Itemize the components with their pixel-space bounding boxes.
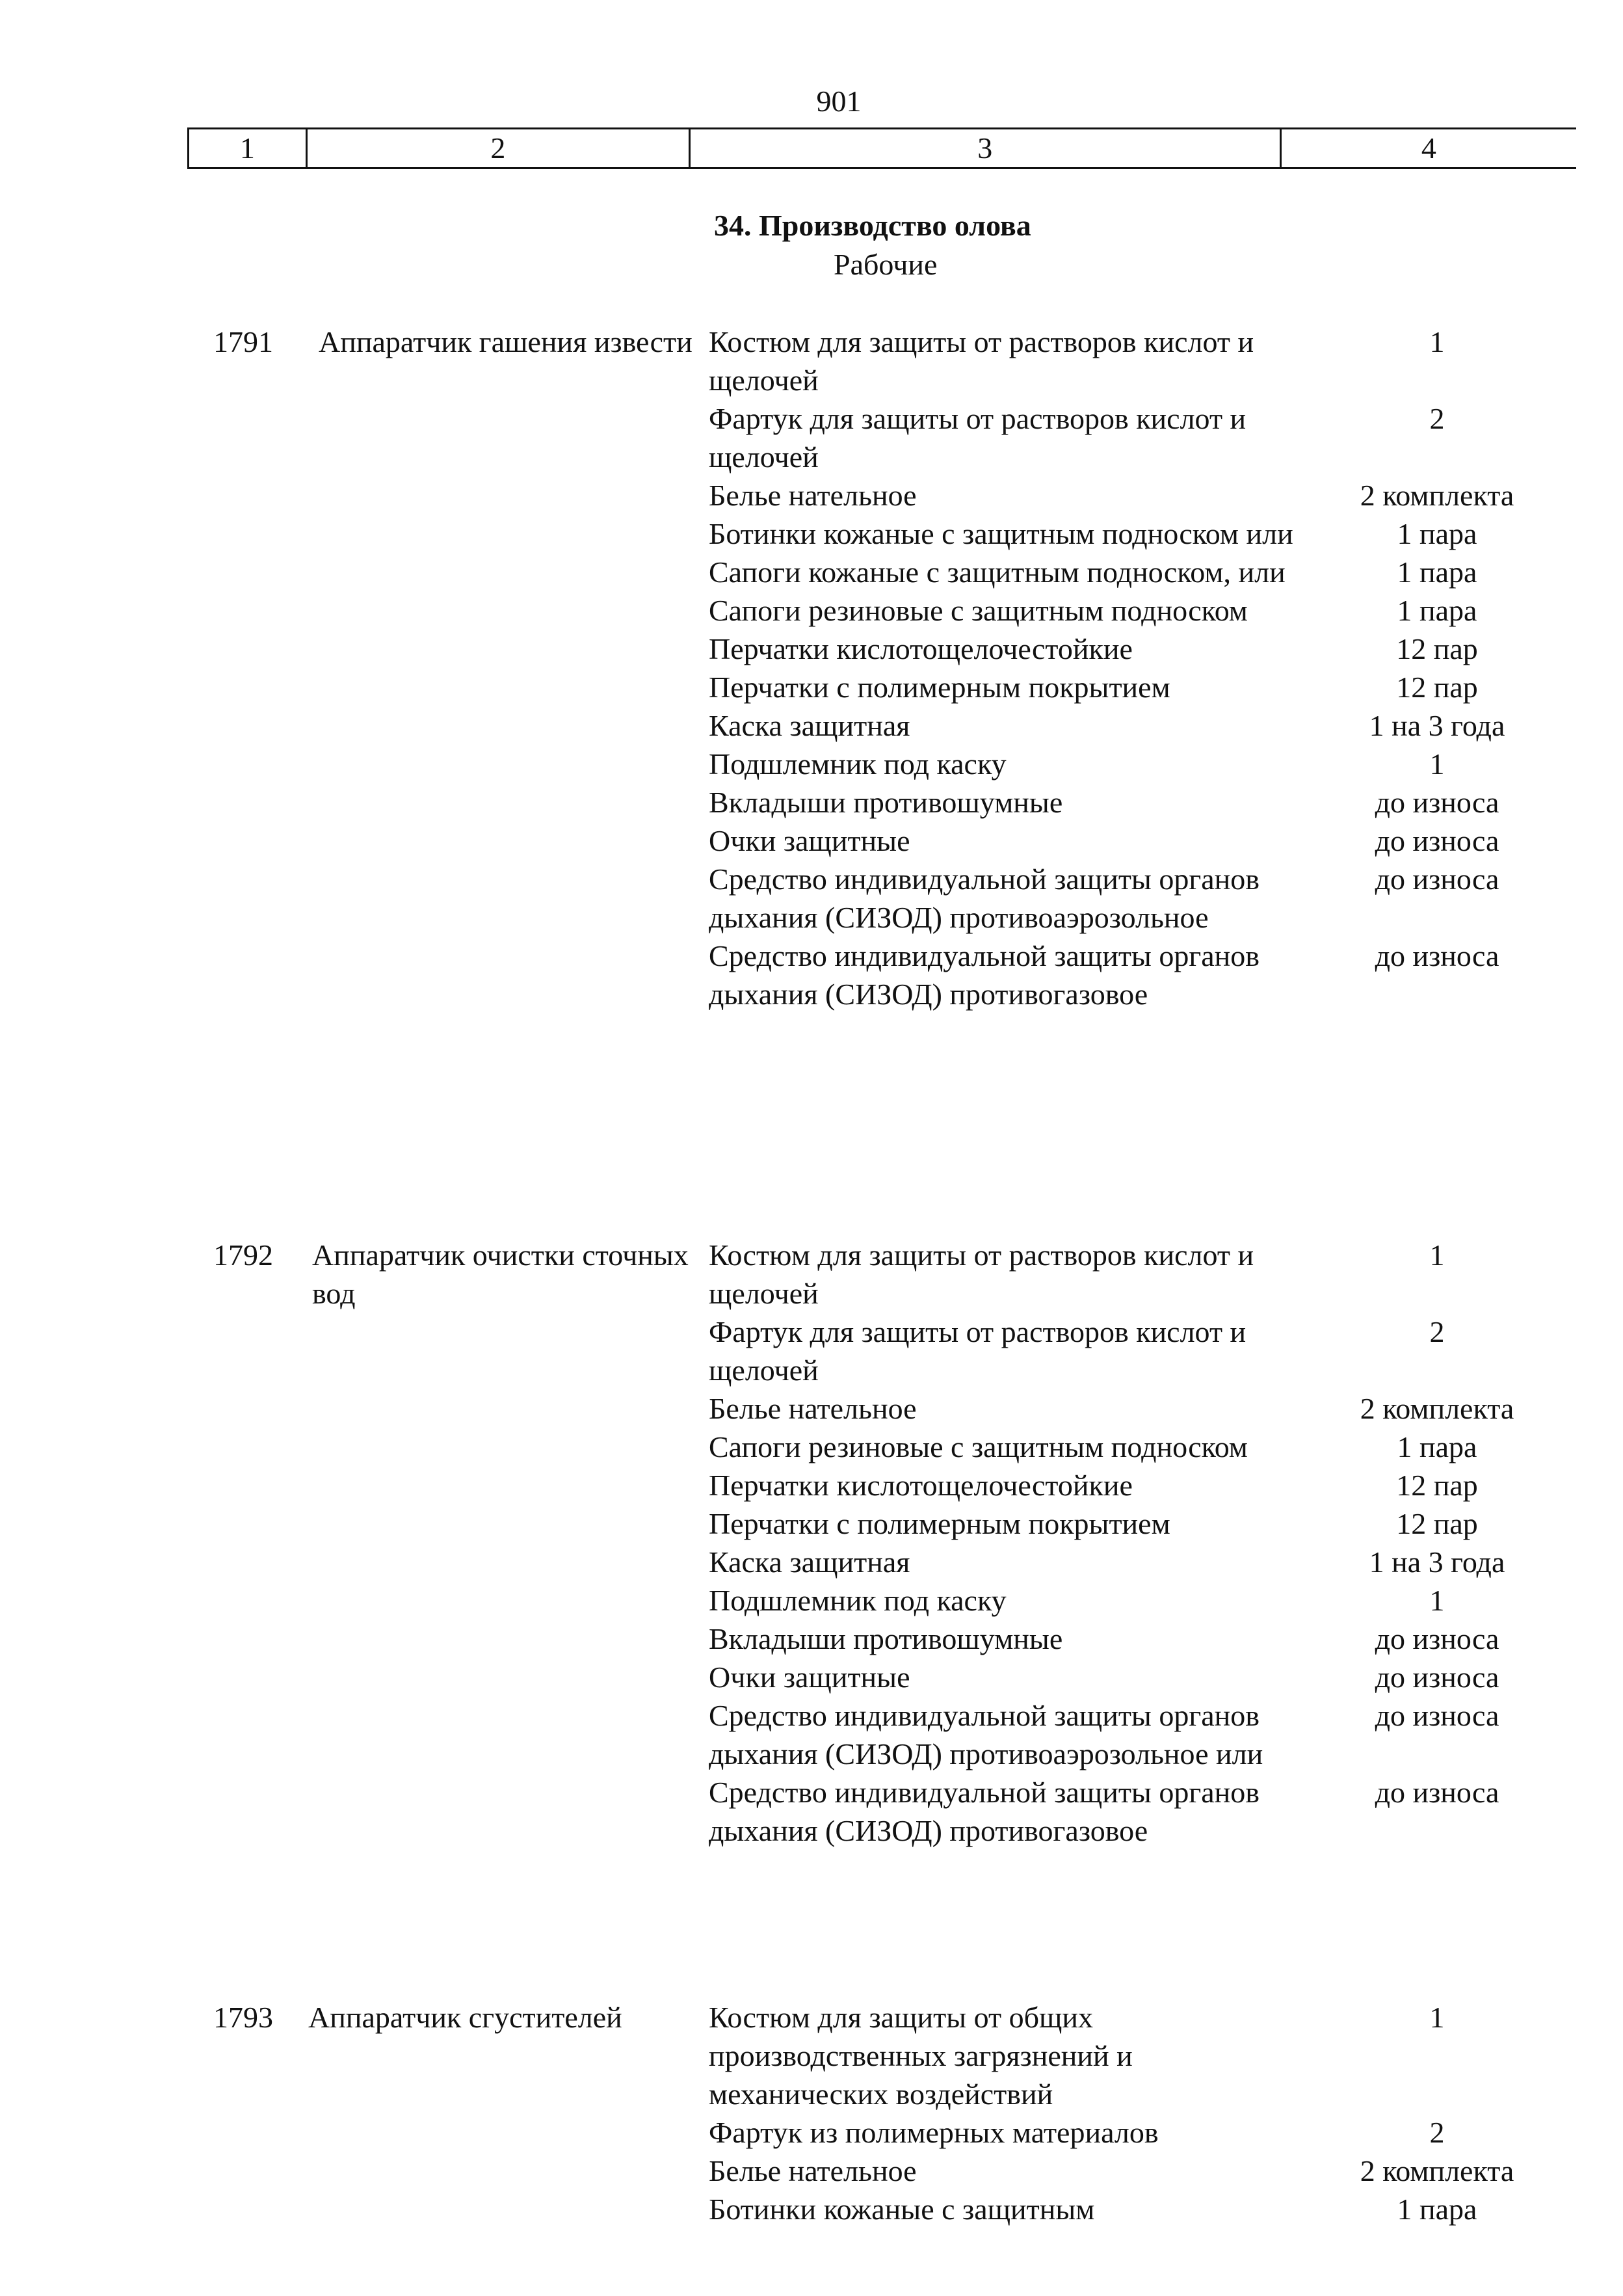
profession-name: Аппаратчик сгустителей xyxy=(308,2001,622,2034)
ppe-item xyxy=(709,476,1514,514)
ppe-item-name: Средство индивидуальной защиты органов дыхания (СИЗОД) противоаэрозольное xyxy=(709,862,1260,934)
column-header-2: 2 xyxy=(308,129,691,167)
profession-name: Аппаратчик гашения извести xyxy=(319,325,693,358)
ppe-item-name: Вкладыши противошумные xyxy=(709,1622,1063,1655)
page-number: 901 xyxy=(816,85,862,118)
ppe-item xyxy=(709,821,1499,860)
ppe-item-name: Костюм для защиты от растворов кислот и щелочей xyxy=(709,325,1254,397)
profession-name: Аппаратчик очистки сточных вод xyxy=(312,1238,689,1310)
ppe-item-quantity: до износа xyxy=(1375,1661,1499,1694)
ppe-item xyxy=(709,323,1445,399)
ppe-item xyxy=(709,1998,1445,2113)
section-subtitle: Рабочие xyxy=(834,248,938,281)
ppe-item-name: Подшлемник под каску xyxy=(709,747,1007,781)
ppe-item-quantity: до износа xyxy=(1375,1776,1499,1809)
ppe-item-name: Фартук для защиты от растворов кислот и щелочей xyxy=(709,1315,1247,1387)
ppe-item-name: Сапоги резиновые с защитным подноском xyxy=(709,594,1248,627)
ppe-item-name: Костюм для защиты от общих производственных загрязнений и механических воздействий xyxy=(709,2001,1133,2111)
ppe-item-name: Подшлемник под каску xyxy=(709,1584,1007,1617)
ppe-item-quantity: 12 пар xyxy=(1396,1469,1478,1502)
ppe-item xyxy=(709,630,1478,668)
ppe-item xyxy=(709,1313,1445,1389)
ppe-item xyxy=(709,1658,1499,1696)
ppe-item xyxy=(709,1696,1499,1773)
ppe-item xyxy=(709,591,1477,630)
ppe-item-name: Каска защитная xyxy=(709,709,910,742)
ppe-item-quantity: до износа xyxy=(1375,939,1499,972)
ppe-item-name: Костюм для защиты от растворов кислот и щелочей xyxy=(709,1238,1254,1310)
ppe-item-name: Белье нательное xyxy=(709,2154,917,2187)
ppe-item-quantity: 1 пара xyxy=(1397,555,1477,589)
ppe-item-quantity: до износа xyxy=(1375,824,1499,857)
ppe-item-quantity: до износа xyxy=(1375,862,1499,896)
ppe-item xyxy=(709,668,1478,706)
ppe-item-quantity: 2 xyxy=(1429,1315,1445,1348)
ppe-item-name: Средство индивидуальной защиты органов дыхания (СИЗОД) противоаэрозольное или xyxy=(709,1699,1263,1770)
ppe-item-list xyxy=(709,1236,1514,1850)
ppe-item xyxy=(709,2190,1477,2228)
ppe-item xyxy=(709,783,1499,821)
ppe-item-quantity: до износа xyxy=(1375,1622,1499,1655)
ppe-item-quantity: 1 на 3 года xyxy=(1369,1545,1505,1579)
ppe-item-quantity: 2 комплекта xyxy=(1360,1392,1514,1425)
ppe-item-quantity: 2 комплекта xyxy=(1360,479,1514,512)
ppe-item-name: Сапоги резиновые с защитным подноском xyxy=(709,1430,1248,1463)
ppe-item-name: Вкладыши противошумные xyxy=(709,786,1063,819)
ppe-item xyxy=(709,1236,1445,1313)
ppe-item-name: Перчатки кислотощелочестойкие xyxy=(709,632,1133,665)
ppe-item xyxy=(709,1428,1477,1466)
ppe-item-name: Перчатки кислотощелочестойкие xyxy=(709,1469,1133,1502)
ppe-item xyxy=(709,1773,1499,1850)
ppe-item xyxy=(709,1389,1514,1428)
row-number: 1791 xyxy=(213,325,273,358)
ppe-item xyxy=(709,1504,1478,1543)
ppe-item-quantity: 1 xyxy=(1429,1584,1445,1617)
ppe-item-name: Белье нательное xyxy=(709,479,917,512)
ppe-item-quantity: 2 комплекта xyxy=(1360,2154,1514,2187)
ppe-item xyxy=(709,514,1477,553)
ppe-item-quantity: 1 xyxy=(1429,325,1445,358)
section-title: 34. Производство олова xyxy=(714,209,1031,242)
ppe-item-name: Перчатки с полимерным покрытием xyxy=(709,671,1170,704)
ppe-item-name: Фартук для защиты от растворов кислот и щелочей xyxy=(709,402,1247,474)
ppe-item-name: Очки защитные xyxy=(709,1661,910,1694)
ppe-item-name: Белье нательное xyxy=(709,1392,917,1425)
ppe-item-quantity: 1 пара xyxy=(1397,517,1477,550)
ppe-item-quantity: 1 на 3 года xyxy=(1369,709,1505,742)
ppe-item xyxy=(709,1581,1445,1620)
column-header-row xyxy=(187,127,1576,169)
ppe-item-name: Средство индивидуальной защиты органов дыхания (СИЗОД) противогазовое xyxy=(709,939,1260,1011)
ppe-item xyxy=(709,1543,1505,1581)
ppe-item-list xyxy=(709,1998,1514,2228)
ppe-item xyxy=(709,937,1499,1013)
ppe-item xyxy=(709,553,1477,591)
ppe-item xyxy=(709,2113,1445,2152)
ppe-item xyxy=(709,1466,1478,1504)
ppe-item-quantity: до износа xyxy=(1375,1699,1499,1732)
ppe-item-quantity: 2 xyxy=(1429,2116,1445,2149)
ppe-item-name: Средство индивидуальной защиты органов дыхания (СИЗОД) противогазовое xyxy=(709,1776,1260,1847)
ppe-item-quantity: 12 пар xyxy=(1396,671,1478,704)
ppe-item-quantity: 1 xyxy=(1429,1238,1445,1272)
ppe-item-quantity: до износа xyxy=(1375,786,1499,819)
row-number: 1793 xyxy=(213,2001,273,2034)
ppe-item-name: Каска защитная xyxy=(709,1545,910,1579)
ppe-item-quantity: 2 xyxy=(1429,402,1445,435)
ppe-item-name: Сапоги кожаные с защитным подноском, или xyxy=(709,555,1286,589)
ppe-item xyxy=(709,2152,1514,2190)
ppe-item-quantity: 12 пар xyxy=(1396,632,1478,665)
ppe-item-quantity: 1 пара xyxy=(1397,1430,1477,1463)
column-header-3: 3 xyxy=(691,129,1282,167)
ppe-item-name: Ботинки кожаные с защитным подноском или xyxy=(709,517,1293,550)
column-header-1: 1 xyxy=(189,129,308,167)
ppe-item-name: Фартук из полимерных материалов xyxy=(709,2116,1159,2149)
column-header-4: 4 xyxy=(1421,131,1436,165)
ppe-item xyxy=(709,745,1445,783)
ppe-item-list xyxy=(709,323,1514,1013)
ppe-item-quantity: 1 xyxy=(1429,2001,1445,2034)
ppe-item xyxy=(709,706,1505,745)
ppe-item-name: Очки защитные xyxy=(709,824,910,857)
ppe-item xyxy=(709,860,1499,937)
ppe-item xyxy=(709,399,1445,476)
ppe-item-quantity: 1 пара xyxy=(1397,594,1477,627)
ppe-item-quantity: 1 xyxy=(1429,747,1445,781)
ppe-item-quantity: 12 пар xyxy=(1396,1507,1478,1540)
ppe-item-name: Ботинки кожаные с защитным xyxy=(709,2193,1095,2226)
ppe-item-quantity: 1 пара xyxy=(1397,2193,1477,2226)
ppe-item xyxy=(709,1620,1499,1658)
ppe-item-name: Перчатки с полимерным покрытием xyxy=(709,1507,1170,1540)
row-number: 1792 xyxy=(213,1238,273,1272)
